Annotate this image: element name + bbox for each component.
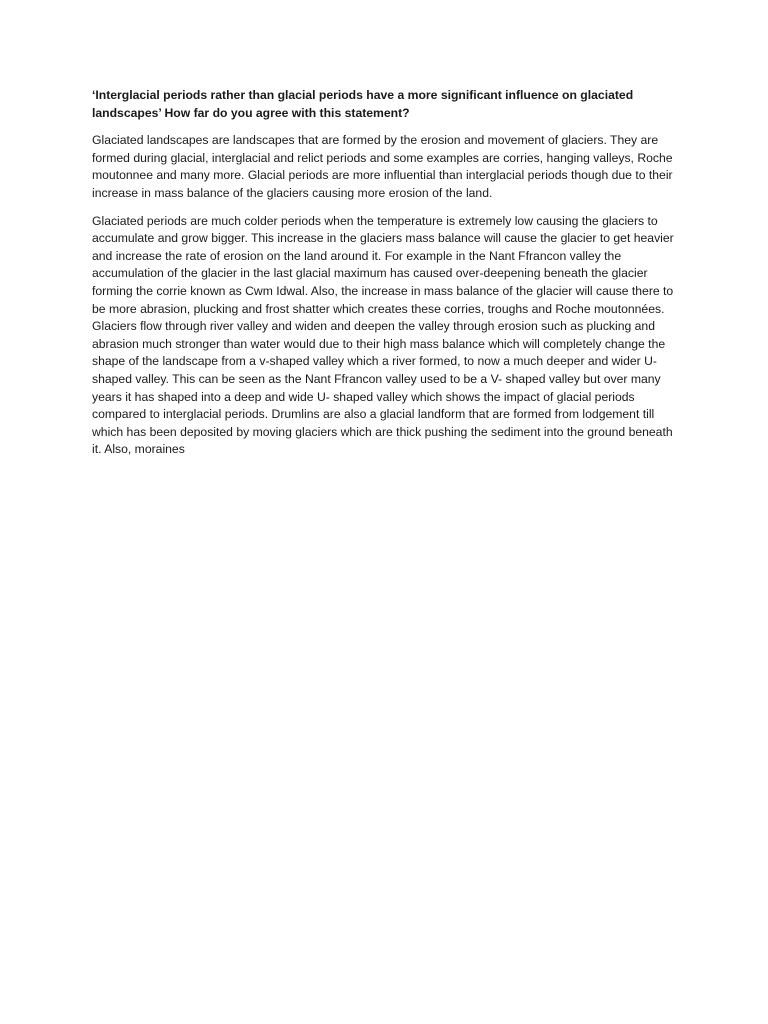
body-paragraph-2: Glaciated periods are much colder periods when the temperature is extremely low causing the glaciers to accumulate and grow bigger. This increase in the glaciers mass balance will cause the glacier to get heavier and increase the rate of erosion on the land around it. For example in the Nant Ffrancon valley the accumulation of the glacier in the last glacial maximum has caused over-deepening beneath the glacier forming the corrie known as Cwm Idwal. Also, the increase in mass balance of the glacier will cause there to be more abrasion, plucking and frost shatter which creates these corries, troughs and Roche moutonnées. Glaciers flow through river valley and widen and deepen the valley through erosion such as plucking and abrasion much stronger than water would due to their high mass balance which will completely change the shape of the landscape from a v-shaped valley which a river formed, to now a much deeper and wider U- shaped valley. This can be seen as the Nant Ffrancon valley used to be a V- shaped valley but over many years it has shaped into a deep and wide U- shaped valley which shows the impact of glacial periods compared to interglacial periods. Drumlins are also a glacial landform that are formed from lodgement till which has been deposited by moving glaciers which are thick pushing the sediment into the ground beneath it. Also, moraines: [92, 213, 674, 457]
body-paragraph-1: Glaciated landscapes are landscapes that are formed by the erosion and movement of glaciers. They are formed during glacial, interglacial and relict periods and some examples are corries, hanging valleys, Roche moutonnee and many more. Glacial periods are more influential than interglacial periods though due to their increase in mass balance of the glaciers causing more erosion of the land.: [92, 133, 673, 200]
essay-question-heading: ‘Interglacial periods rather than glacial periods have a more significant influence on glaciated landscapes’ How far do you agree with this statement?: [92, 88, 634, 120]
